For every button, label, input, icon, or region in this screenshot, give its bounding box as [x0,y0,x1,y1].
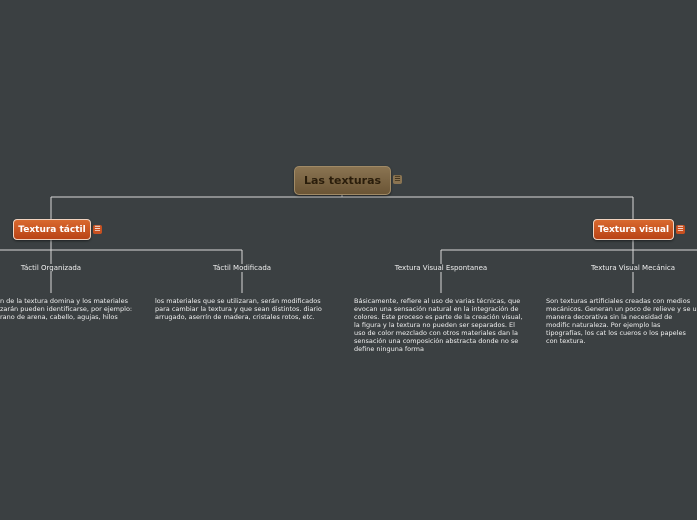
branch-label: Textura táctil [18,224,86,235]
tactil-connector [0,239,242,264]
subtopic-visual-espontanea[interactable]: Textura Visual Espontanea [394,264,488,272]
root-label: Las texturas [303,174,382,187]
branch-label: Textura visual [597,224,670,235]
description-visual-mecanica: Son texturas artificiales creadas con medios mecánicos. Generan un poco de relieve y se u manera decorativa sin la necesidad de modific naturaleza. Por ejemplo las tipografías, los cat los cueros o los papeles con textura. [546,297,697,345]
notes-icon[interactable]: ☰ [394,175,401,183]
notes-icon[interactable]: ☰ [94,225,101,233]
subtopic-visual-mecanica[interactable]: Textura Visual Mecánica [590,264,676,272]
notes-icon[interactable]: ☰ [677,225,684,233]
branch-textura-tactil[interactable] [13,219,91,240]
visual-connector [441,239,697,264]
description-visual-espontanea: Básicamente, refiere al uso de varias técnicas, que evocan una sensación natural en la integración de colores. Este proceso es parte de la creación visual, la figura y la textura no pueden ser separados. El uso de color mezclado con otros materiales dan la sensación una composición abstracta donde no se define ninguna forma [354,297,523,353]
leaf-connectors [51,272,633,293]
description-tactil-organizada: n de la textura domina y los materiales zarán pueden identificarse, por ejemplo: rano de arena, cabello, agujas, hilos [0,297,133,321]
branch-textura-visual[interactable] [593,219,674,240]
root-connector [51,193,633,219]
subtopic-tactil-modificada[interactable]: Táctil Modificada [212,264,272,272]
subtopic-tactil-organizada[interactable]: Táctil Organizada [20,264,82,272]
description-tactil-modificada: los materiales que se utilizaran, serán modificados para cambiar la textura y que sean distintos. diario arrugado, aserrín de madera, cristales rotos, etc. [155,297,322,321]
root-topic[interactable] [294,166,391,195]
